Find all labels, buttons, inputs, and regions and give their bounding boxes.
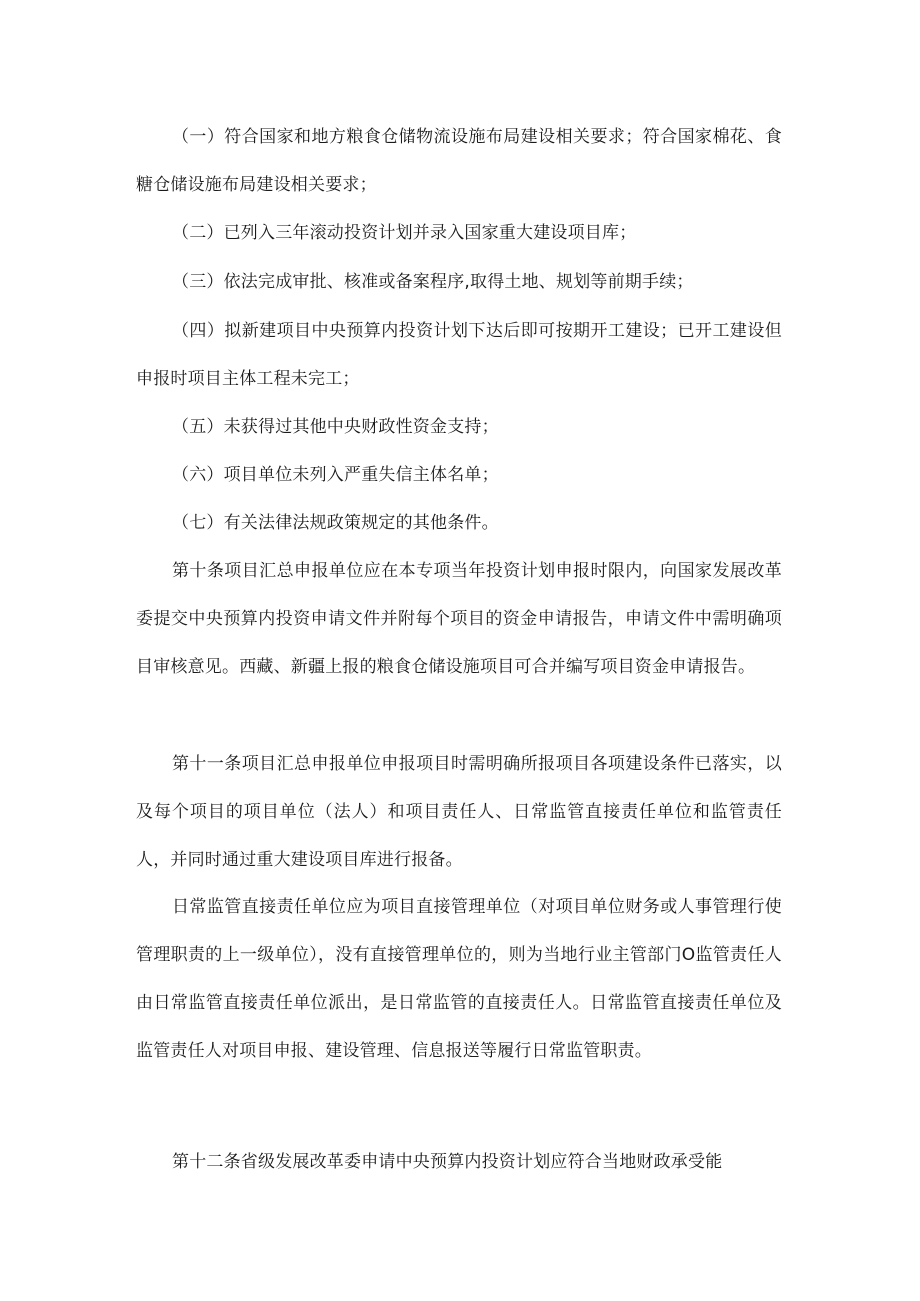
paragraph-item-4: （四）拟新建项目中央预算内投资计划下达后即可按期开工建设；已开工建设但申报时项目主体工程未完工；	[136, 321, 782, 389]
paragraph-item-7: （七）有关法律法规政策规定的其他条件。	[172, 513, 499, 533]
paragraph-item-3: （三）依法完成审批、核准或备案程序,取得土地、规划等前期手续；	[172, 272, 694, 292]
supervision-paragraph: 日常监管直接责任单位应为项目直接管理单位（对项目单位财务或人事管理行使管理职责的上一级单位），没有直接管理单位的，则为当地行业主管部门O监管责任人由日常监管直接责任单位派出，是日常监管的直接责任人。日常监管直接责任单位及监管责任人对项目申报、建设管理、信息报送等履行日常监管职责。	[136, 897, 782, 1061]
article-11: 第十一条项目汇总申报单位申报项目时需明确所报项目各项建设条件已落实，以及每个项目的项目单位（法人）和项目责任人、日常监管直接责任单位和监管责任人，并同时通过重大建设项目库进行报备。	[136, 754, 782, 870]
article-10: 第十条项目汇总申报单位应在本专项当年投资计划申报时限内，向国家发展改革委提交中央预算内投资申请文件并附每个项目的资金申请报告，申请文件中需明确项目审核意见。西藏、新疆上报的粮食仓储设施项目可合并编写项目资金申请报告。	[136, 561, 782, 677]
paragraph-item-1: （一）符合国家和地方粮食仓储物流设施布局建设相关要求；符合国家棉花、食糖仓储设施布局建设相关要求；	[136, 127, 782, 195]
paragraph-item-5: （五）未获得过其他中央财政性资金支持；	[172, 417, 499, 437]
article-12: 第十二条省级发展改革委申请中央预算内投资计划应符合当地财政承受能	[172, 1152, 723, 1172]
paragraph-item-2: （二）已列入三年滚动投资计划并录入国家重大建设项目库；	[172, 223, 637, 243]
paragraph-item-6: （六）项目单位未列入严重失信主体名单；	[172, 465, 499, 485]
